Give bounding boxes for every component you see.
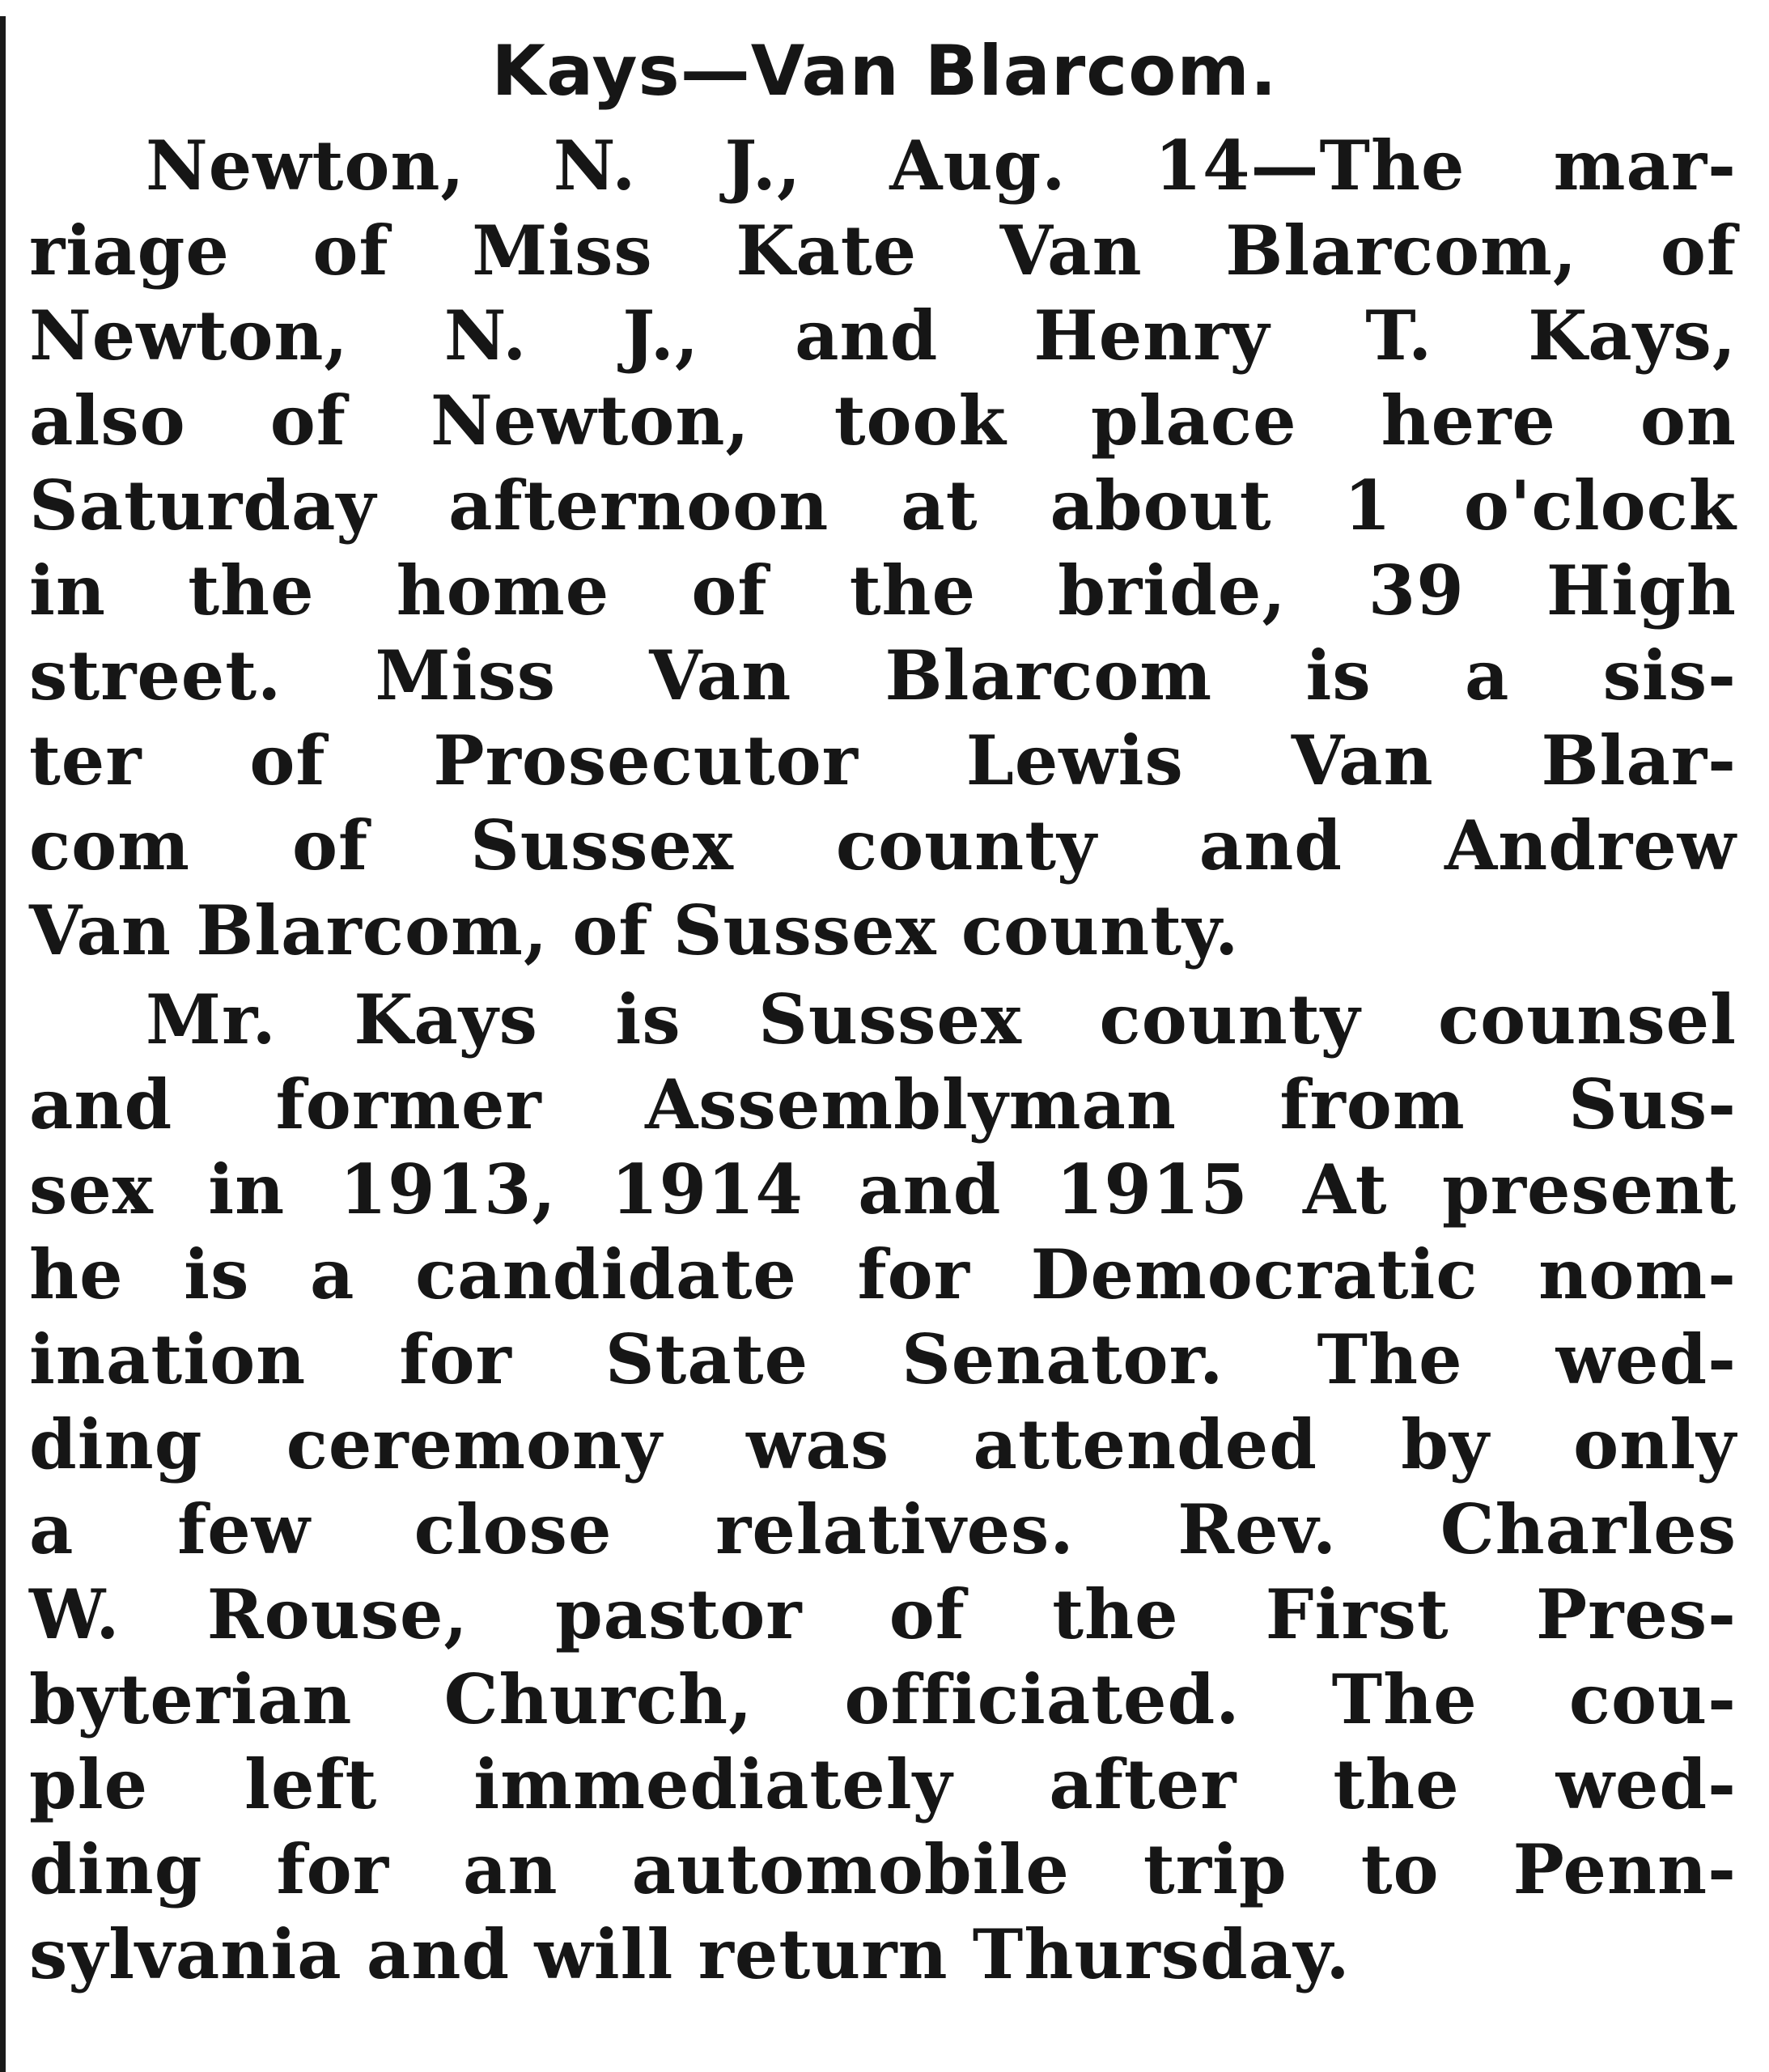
article-line: a few close relatives. Rev. Charles [29,1489,1737,1569]
article-line: sylvania and will return Thursday. [29,1914,1351,1994]
article-line: Saturday afternoon at about 1 o'clock [29,465,1737,546]
article-line: sex in 1913, 1914 and 1915 At present [29,1149,1737,1229]
article-line: also of Newton, took place here on [29,380,1737,461]
article-line: W. Rouse, pastor of the First Pres- [29,1574,1737,1654]
article-line: byterian Church, officiated. The cou- [29,1659,1737,1739]
article-line: ding ceremony was attended by only [29,1404,1737,1484]
article-line: ding for an automobile trip to Penn- [29,1829,1737,1909]
article-line: riage of Miss Kate Van Blarcom, of [29,210,1737,291]
article-line: Mr. Kays is Sussex county counsel [146,979,1737,1059]
article-line: ple left immediately after the wed- [29,1744,1737,1824]
article-line: and former Assemblyman from Sus- [29,1064,1737,1144]
article-line: Newton, N. J., and Henry T. Kays, [29,295,1737,376]
article-line: in the home of the bride, 39 High [29,550,1737,631]
column-rule [0,16,6,2072]
article-line: com of Sussex county and Andrew [29,805,1737,885]
article-line: ter of Prosecutor Lewis Van Blar- [29,720,1737,800]
article-line: Newton, N. J., Aug. 14—The mar- [146,125,1737,206]
article-line: he is a candidate for Democratic nom- [29,1234,1737,1314]
article-line: street. Miss Van Blarcom is a sis- [29,635,1737,715]
article-line: Van Blarcom, of Sussex county. [29,890,1240,970]
article-headline: Kays—Van Blarcom. [491,31,1278,112]
article-line: ination for State Senator. The wed- [29,1319,1737,1399]
